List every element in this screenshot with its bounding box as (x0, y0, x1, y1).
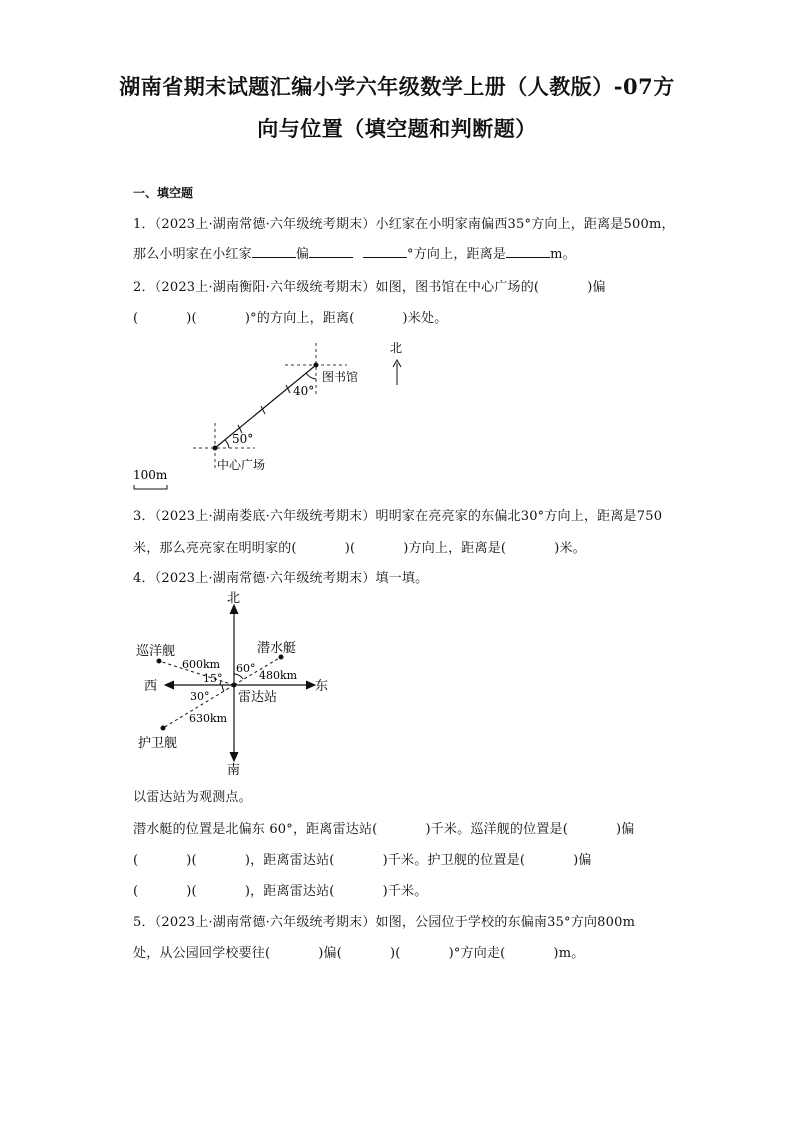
frigate-distance: 630km (189, 712, 228, 725)
q2-text-d: )( (186, 311, 197, 326)
south-arrowhead (230, 752, 238, 761)
cruiser-angle: 15° (203, 672, 223, 685)
center-point (213, 446, 218, 451)
scale-label: 100m (133, 468, 168, 482)
q3-text-d: )米。 (554, 541, 586, 556)
q4-text-a: 潜水艇的位置是北偏东 60°，距离雷达站( (133, 822, 378, 837)
q4-line-6 (133, 849, 592, 868)
q4-text-f: )，距离雷达站( (244, 853, 335, 868)
title-line-1: 湖南省期末试题汇编小学六年级数学上册（人教版）-07方 (119, 74, 675, 99)
q1-line-1: 1．（2023上·湖南常德·六年级统考期末）小红家在小明家南偏西35°方向上，距离是500m， (133, 217, 675, 232)
radar-map-figure (130, 588, 340, 780)
library-map-figure (125, 335, 425, 495)
q3-text-c: )方向上，距离是( (403, 541, 507, 556)
library-label: 图书馆 (322, 370, 359, 384)
north-arrowhead (230, 605, 238, 614)
north-label: 北 (390, 341, 403, 355)
q3-text-a: 米，那么亮亮家在明明家的( (133, 541, 297, 556)
q5-text-a: 处，从公园回学校要往( (133, 946, 271, 961)
q4-text-c: )偏 (616, 822, 635, 837)
q4-observation-line: 以雷达站为观测点。 (133, 790, 252, 805)
q4-line-5 (133, 818, 634, 837)
compass-east: 东 (315, 679, 329, 694)
cruiser-point (157, 659, 162, 664)
q5-line-2 (133, 942, 584, 961)
angle-arc-top (306, 373, 316, 379)
q4-text-e: )( (186, 853, 197, 868)
q2-text-b: )偏 (587, 280, 606, 295)
q2-text-f: )米处。 (402, 311, 448, 326)
angle-arc-bottom (225, 440, 229, 448)
submarine-label: 潜水艇 (257, 641, 297, 656)
center-label: 中心广场 (217, 458, 266, 472)
frigate-point (161, 726, 166, 731)
q2-text-e: )°的方向上，距离( (244, 311, 355, 326)
compass-west: 西 (144, 679, 158, 694)
q4-text-j: )( (186, 884, 197, 899)
q1-text-b: 偏 (295, 247, 310, 262)
q1-text-d: m。 (550, 247, 576, 262)
q4-text-k: )，距离雷达站( (244, 884, 335, 899)
q4-text-g: )千米。护卫舰的位置是( (382, 853, 526, 868)
q1-line-2 (133, 243, 576, 262)
cruiser-distance: 600km (182, 658, 221, 671)
section-heading: 一、填空题 (133, 186, 194, 200)
frigate-angle-arc (222, 685, 224, 691)
q5-text-d: )°方向走( (448, 946, 506, 961)
submarine-angle: 60° (236, 662, 256, 675)
q3-line-2 (133, 537, 586, 556)
cruiser-label: 巡洋舰 (136, 644, 176, 659)
q3-text-b: )( (344, 541, 356, 556)
west-arrowhead (165, 681, 174, 689)
q5-line-1: 5．（2023上·湖南常德·六年级统考期末）如图，公园位于学校的东偏南35°方向800m (133, 915, 636, 930)
q2-text-c: ( (133, 311, 139, 326)
q1-blank-3[interactable] (363, 245, 407, 258)
q1-blank-2[interactable] (309, 245, 353, 258)
title-line-2: 向与位置（填空题和判断题） (257, 116, 537, 141)
q4-line-1: 4．（2023上·湖南常德·六年级统考期末）填一填。 (133, 571, 429, 586)
page-title (100, 66, 694, 150)
q4-text-l: )千米。 (382, 884, 428, 899)
q5-text-c: )( (390, 946, 401, 961)
route-line (215, 365, 316, 448)
compass-north: 北 (227, 591, 241, 606)
compass-south: 南 (227, 763, 241, 778)
q1-blank-4[interactable] (506, 245, 550, 258)
scale-bar (134, 485, 167, 489)
q5-text-b: )偏( (318, 946, 343, 961)
radar-point (232, 683, 237, 688)
q3-line-1: 3．（2023上·湖南娄底·六年级统考期末）明明家在亮亮家的东偏北30°方向上，距离是750 (133, 509, 663, 524)
angle-top-label: 40° (293, 384, 315, 398)
submarine-distance: 480km (259, 669, 298, 682)
q4-text-h: )偏 (573, 853, 592, 868)
q4-line-7 (133, 880, 427, 899)
q2-line-1 (133, 276, 606, 295)
radar-label: 雷达站 (238, 690, 278, 705)
q4-text-i: ( (133, 884, 139, 899)
q2-line-2 (133, 307, 447, 326)
q4-text-b: )千米。巡洋舰的位置是( (425, 822, 568, 837)
q1-text-c: °方向上，距离是 (407, 247, 507, 262)
q1-text-a: 那么小明家在小红家 (133, 247, 252, 262)
q5-text-e: )m。 (553, 946, 585, 961)
q2-text-a: 2．（2023上·湖南衡阳·六年级统考期末）如图，图书馆在中心广场的( (133, 280, 540, 295)
angle-bottom-label: 50° (232, 432, 254, 446)
library-point (314, 363, 319, 368)
frigate-label: 护卫舰 (138, 736, 178, 751)
east-arrowhead (306, 681, 315, 689)
q1-blank-1[interactable] (252, 245, 296, 258)
frigate-angle: 30° (190, 690, 210, 703)
q4-text-d: ( (133, 853, 139, 868)
